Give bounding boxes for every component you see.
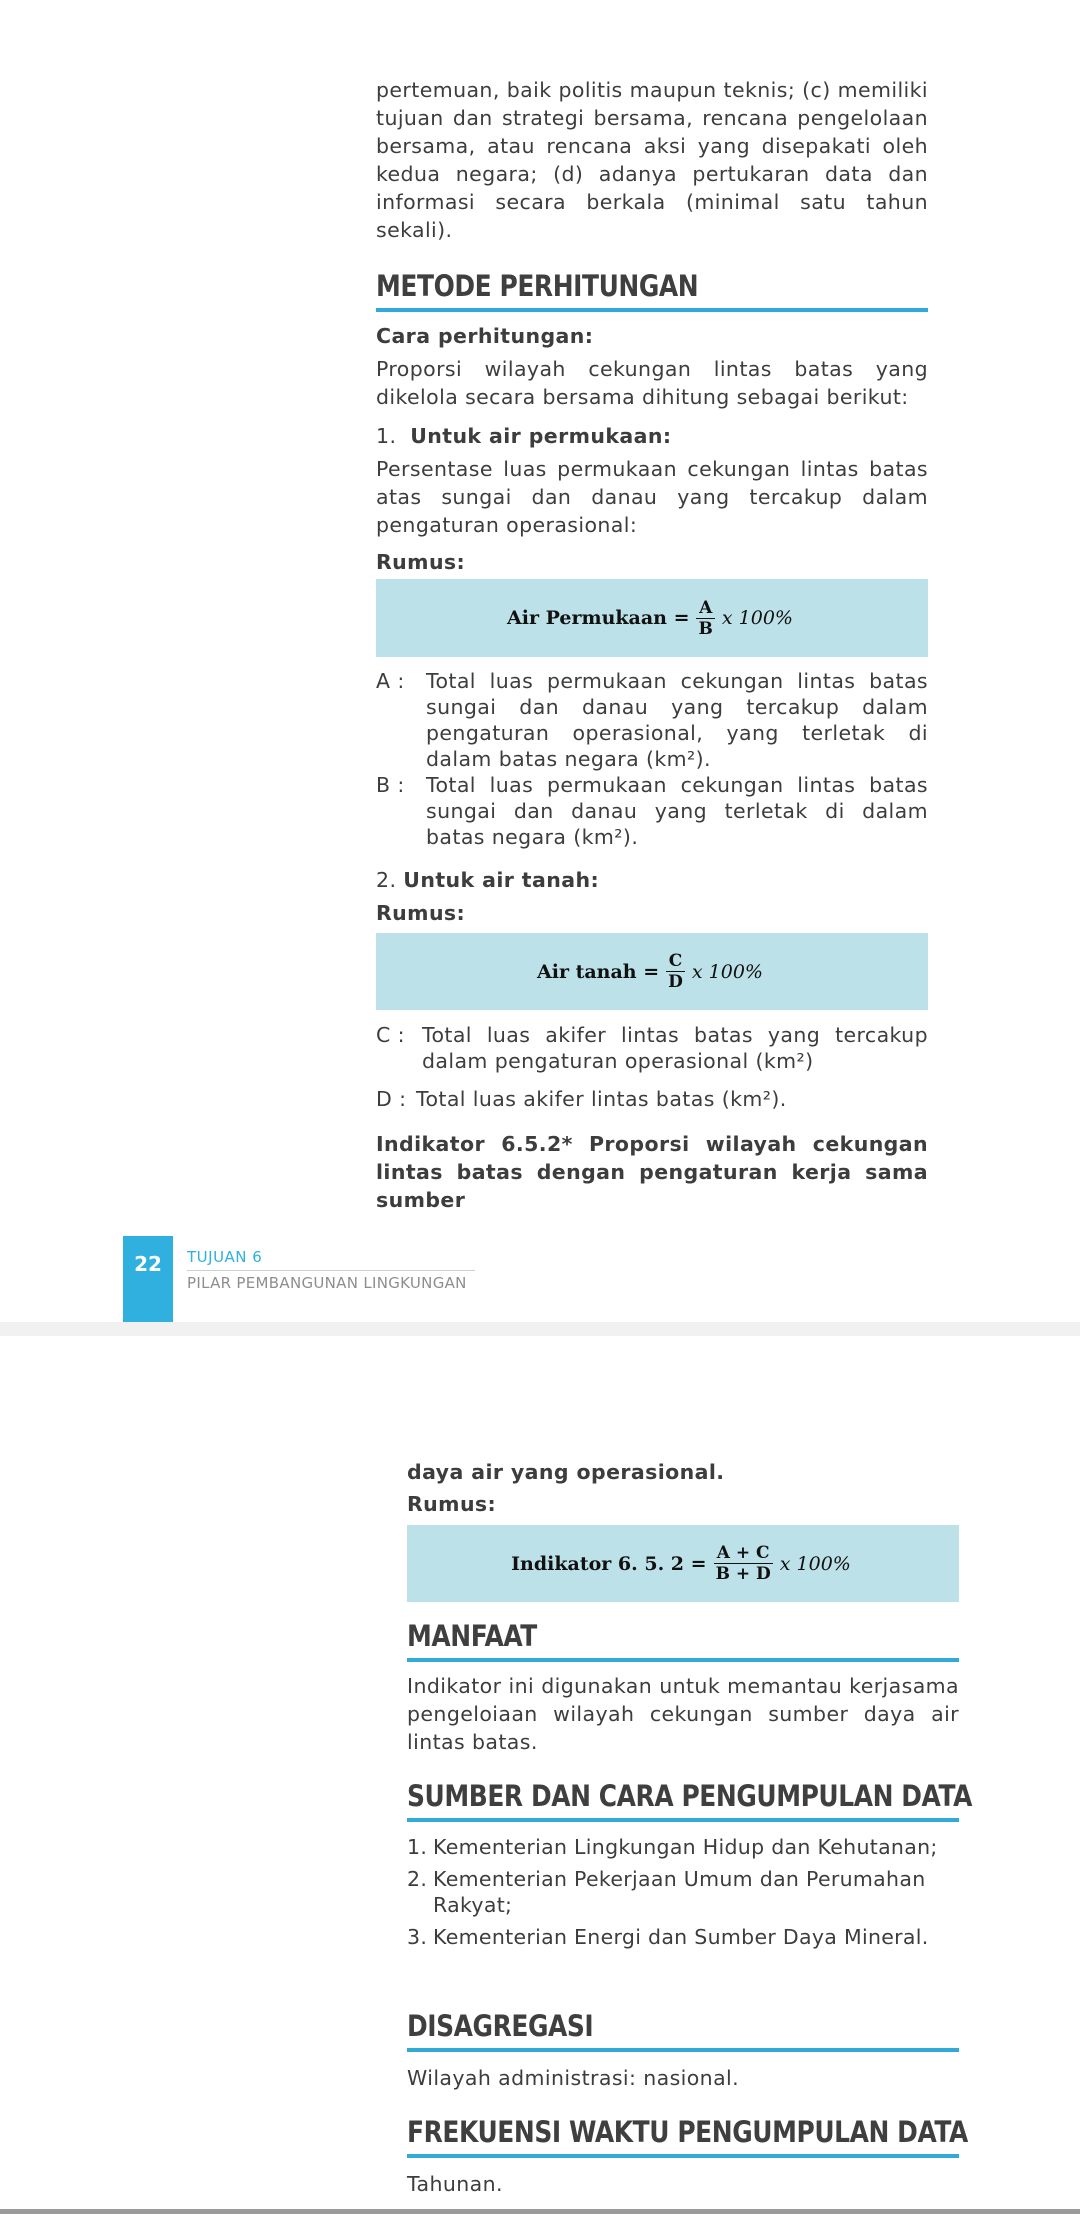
formula-lhs: Indikator 6. 5. 2 = bbox=[511, 1552, 707, 1575]
manfaat-text: Indikator ini digunakan untuk memantau kerjasama pengeloiaan wilayah cekungan sumber daya air lintas batas. bbox=[407, 1674, 959, 1754]
definition-text: Total luas permukaan cekungan lintas batas sungai dan danau yang tercakup dalam pengaturan operasional, yang terletak di dalam batas negara (km²). bbox=[426, 669, 928, 771]
definition-b bbox=[376, 772, 928, 850]
section-heading: MANFAAT bbox=[407, 1619, 537, 1653]
section-heading: SUMBER DAN CARA PENGUMPULAN DATA bbox=[407, 1779, 973, 1813]
item-number: 1. bbox=[376, 424, 397, 448]
fraction-numerator: A bbox=[696, 598, 715, 619]
rumus-label: Rumus: bbox=[376, 901, 466, 925]
page-number: 22 bbox=[134, 1252, 162, 1276]
formula-lhs: Air Permukaan = bbox=[507, 607, 690, 629]
indikator-heading: Indikator 6.5.2* Proporsi wilayah cekungan lintas batas dengan pengaturan kerja sama sumber bbox=[376, 1132, 928, 1212]
item1-heading bbox=[376, 422, 928, 450]
fraction-denominator: B + D bbox=[715, 1564, 771, 1584]
fraction-numerator: C bbox=[666, 951, 686, 972]
bottom-edge bbox=[0, 2209, 1080, 2214]
formula-tail: x 100% bbox=[721, 607, 793, 629]
frekuensi-text: Tahunan. bbox=[407, 2172, 503, 2196]
list-item bbox=[407, 1866, 959, 1918]
section-heading: METODE PERHITUNGAN bbox=[376, 269, 699, 303]
formula-fraction bbox=[696, 598, 716, 639]
heading-underline bbox=[376, 308, 928, 312]
list-text: Kementerian Lingkungan Hidup dan Kehutanan; bbox=[433, 1835, 938, 1859]
cara-label: Cara perhitungan: bbox=[376, 324, 594, 348]
formula-lhs: Air tanah = bbox=[537, 960, 660, 983]
formula-air-permukaan bbox=[376, 579, 928, 657]
rumus-label: Rumus: bbox=[407, 1492, 497, 1516]
formula-air-tanah bbox=[376, 933, 928, 1010]
section-disagregasi bbox=[407, 2008, 959, 2052]
list-number: 2. bbox=[407, 1867, 428, 1891]
list-text: Kementerian Pekerjaan Umum dan Perumahan Rakyat; bbox=[433, 1867, 926, 1917]
formula-tail: x 100% bbox=[779, 1552, 851, 1575]
formula-fraction bbox=[713, 1543, 774, 1584]
list-number: 1. bbox=[407, 1835, 428, 1859]
heading-underline bbox=[407, 2048, 959, 2052]
item1-text: Persentase luas permukaan cekungan lintas batas atas sungai dan danau yang tercakup dalam pengaturan operasional: bbox=[376, 457, 928, 537]
sumber-list bbox=[407, 1834, 959, 1956]
footer-pillar: PILAR PEMBANGUNAN LINGKUNGAN bbox=[187, 1274, 467, 1292]
list-number: 3. bbox=[407, 1925, 428, 1949]
definition-key: B : bbox=[376, 773, 405, 797]
list-item bbox=[407, 1834, 959, 1860]
fraction-numerator: A + C bbox=[714, 1543, 773, 1564]
formula-fraction bbox=[665, 951, 686, 992]
footer-goal: TUJUAN 6 bbox=[187, 1248, 263, 1266]
continued-text: daya air yang operasional. bbox=[407, 1460, 725, 1484]
fraction-denominator: D bbox=[668, 972, 683, 992]
section-heading: DISAGREGASI bbox=[407, 2009, 594, 2043]
heading-underline bbox=[407, 1658, 959, 1662]
disagregasi-text: Wilayah administrasi: nasional. bbox=[407, 2066, 740, 2090]
definition-key: C : bbox=[376, 1023, 405, 1047]
section-frekuensi bbox=[407, 2114, 968, 2158]
formula-indikator bbox=[407, 1525, 959, 1602]
heading-underline bbox=[407, 2154, 959, 2158]
definition-c bbox=[376, 1022, 928, 1074]
rumus-label: Rumus: bbox=[376, 550, 466, 574]
item-number: 2. bbox=[376, 868, 397, 892]
definition-a bbox=[376, 668, 928, 772]
intro-paragraph: pertemuan, baik politis maupun teknis; (c) memiliki tujuan dan strategi bersama, rencana pengelolaan bersama, atau rencana aksi yang disepakati oleh kedua negara; (d) adanya pertukaran data dan informasi secara berkala (minimal satu tahun sekali). bbox=[376, 78, 928, 242]
definition-text: Total luas akifer lintas batas (km²). bbox=[416, 1087, 787, 1111]
section-metode bbox=[376, 268, 928, 312]
footer-divider bbox=[187, 1270, 475, 1271]
heading-underline bbox=[407, 1818, 959, 1822]
definition-key: D : bbox=[376, 1087, 407, 1111]
definition-d bbox=[376, 1086, 928, 1112]
cara-text: Proporsi wilayah cekungan lintas batas yang dikelola secara bersama dihitung sebagai berikut: bbox=[376, 357, 928, 409]
formula-tail: x 100% bbox=[691, 960, 763, 983]
list-text: Kementerian Energi dan Sumber Daya Mineral. bbox=[433, 1925, 929, 1949]
page-23 bbox=[0, 1336, 1080, 2214]
page-number-tab bbox=[123, 1236, 173, 1322]
section-sumber bbox=[407, 1778, 973, 1822]
item-label: Untuk air tanah: bbox=[403, 868, 600, 892]
definition-text: Total luas akifer lintas batas yang tercakup dalam pengaturan operasional (km²) bbox=[422, 1023, 928, 1073]
fraction-denominator: B bbox=[698, 618, 713, 639]
section-manfaat bbox=[407, 1618, 959, 1662]
page-separator bbox=[0, 1322, 1080, 1336]
item2-heading bbox=[376, 866, 928, 894]
definition-text: Total luas permukaan cekungan lintas batas sungai dan danau yang terletak di dalam batas negara (km²). bbox=[426, 773, 928, 849]
list-item bbox=[407, 1924, 959, 1950]
item-label: Untuk air permukaan: bbox=[410, 424, 672, 448]
definition-key: A : bbox=[376, 669, 405, 693]
section-heading: FREKUENSI WAKTU PENGUMPULAN DATA bbox=[407, 2115, 968, 2149]
